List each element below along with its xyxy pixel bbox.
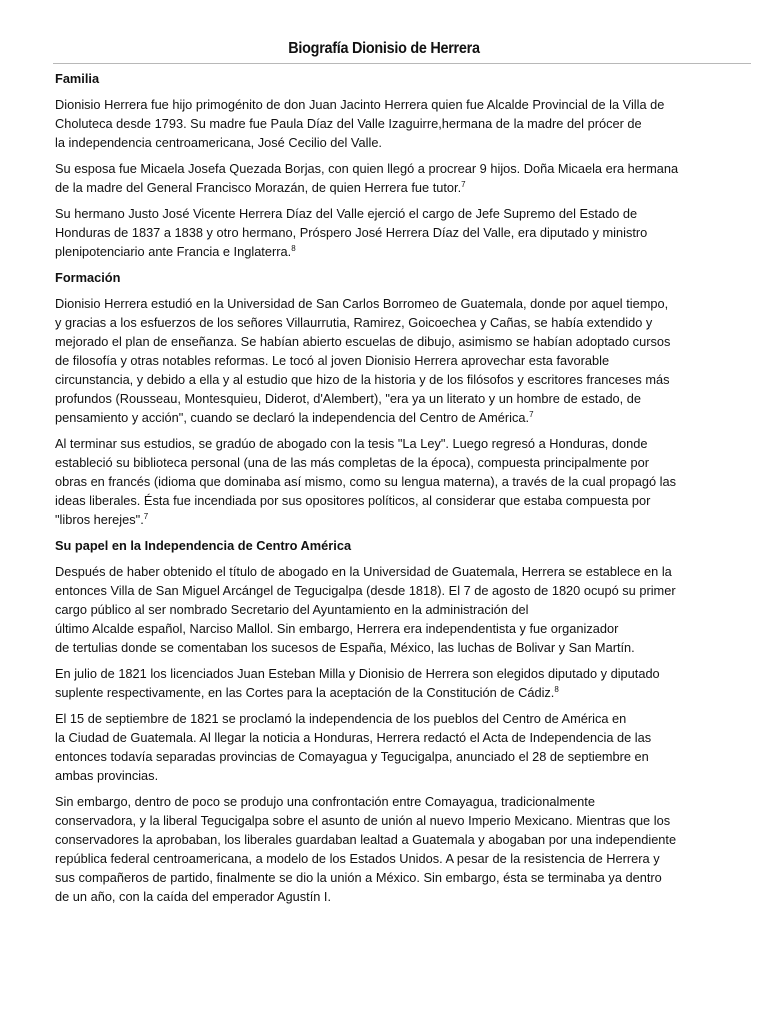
paragraph (55, 159, 717, 197)
text-line (55, 766, 717, 785)
text-line (55, 562, 717, 581)
line-text: Sin embargo, dentro de poco se produjo una confrontación entre Comayagua, tradicionalmente (55, 794, 595, 809)
text-line (55, 830, 717, 849)
paragraph (55, 664, 717, 702)
text-line (55, 204, 717, 223)
text-line (55, 600, 717, 619)
line-text: circunstancia, y debido a ella y al estudio que hizo de la historia y de los filósofos y escritores franceses más (55, 372, 670, 387)
line-text: Dionisio Herrera fue hijo primogénito de don Juan Jacinto Herrera quien fue Alcalde Provincial de la Villa de (55, 97, 665, 112)
text-line (55, 133, 717, 152)
text-line (55, 242, 717, 261)
line-text: Honduras de 1837 a 1838 y otro hermano, Próspero José Herrera Díaz del Valle, era diputado y ministro (55, 225, 648, 240)
line-text: "libros herejes". (55, 512, 144, 527)
text-line (55, 581, 717, 600)
text-line (55, 664, 717, 683)
line-text: de un año, con la caída del emperador Agustín I. (55, 889, 332, 904)
text-line (55, 792, 717, 811)
paragraph (55, 562, 717, 657)
footnote-reference[interactable]: 7 (529, 410, 534, 419)
line-text: república federal centroamericana, a modelo de los Estados Unidos. A pesar de la resistencia de Herrera y (55, 851, 660, 866)
line-text: Su hermano Justo José Vicente Herrera Díaz del Valle ejerció el cargo de Jefe Supremo del Estado de (55, 206, 638, 221)
line-text: mejorado el plan de enseñanza. Se habían abierto escuelas de dibujo, asimismo se habían adoptado cursos (55, 334, 671, 349)
line-text: conservadores la aprobaban, los liberales guardaban lealtad a Guatemala y abogaban por una independiente (55, 832, 677, 847)
line-text: Al terminar sus estudios, se gradúo de abogado con la tesis "La Ley". Luego regresó a Honduras, donde (55, 436, 648, 451)
text-line (55, 619, 717, 638)
text-line (55, 491, 717, 510)
text-line (55, 114, 717, 133)
line-text: de filosofía y otras notables reformas. Le tocó al joven Dionisio Herrera aprovechar esta favorable (55, 353, 610, 368)
line-text: estableció su biblioteca personal (una de las más completas de la época), compuesta principalmente por (55, 455, 649, 470)
text-line (55, 95, 717, 114)
text-line (55, 453, 717, 472)
text-line (55, 728, 717, 747)
text-line (55, 294, 717, 313)
text-line (55, 313, 717, 332)
line-text: último Alcalde español, Narciso Mallol. Sin embargo, Herrera era independentista y fue organizador (55, 621, 619, 636)
text-line (55, 389, 717, 408)
section-heading: Formación (55, 270, 121, 285)
line-text: y gracias a los esfuerzos de los señores Villaurrutia, Ramirez, Goicoechea y Cañas, se había extendido y (55, 315, 653, 330)
paragraph (55, 95, 717, 152)
title-underline (53, 63, 751, 64)
section-heading: Familia (55, 71, 100, 86)
footnote-reference[interactable]: 7 (143, 512, 149, 521)
paragraph (55, 709, 717, 785)
line-text: Su esposa fue Micaela Josefa Quezada Borjas, con quien llegó a procrear 9 hijos. Doña Micaela era hermana (55, 161, 679, 176)
text-line (55, 638, 717, 657)
line-text: suplente respectivamente, en las Cortes para la aceptación de la Constitución de Cádiz. (55, 685, 555, 700)
text-line (55, 472, 717, 491)
text-line (55, 178, 717, 197)
text-line (55, 868, 717, 887)
text-line (55, 408, 717, 427)
line-text: profundos (Rousseau, Montesquieu, Diderot, d'Alembert), "era ya un literato y un hombre de estado, de (55, 391, 642, 406)
section-heading: Su papel en la Independencia de Centro América (55, 538, 352, 553)
line-text: plenipotenciario ante Francia e Inglaterra. (55, 244, 292, 259)
text-line (55, 223, 717, 242)
text-line (55, 159, 717, 178)
paragraph (55, 204, 717, 261)
text-line (55, 510, 717, 529)
line-text: la Ciudad de Guatemala. Al llegar la noticia a Honduras, Herrera redactó el Acta de Independencia de las (55, 730, 652, 745)
document-title: Biografía Dionisio de Herrera (288, 40, 480, 57)
line-text: de la madre del General Francisco Morazán, de quien Herrera fue tutor. (55, 180, 462, 195)
line-text: En julio de 1821 los licenciados Juan Esteban Milla y Dionisio de Herrera son elegidos diputado y diputado (55, 666, 660, 681)
line-text: Después de haber obtenido el título de abogado en la Universidad de Guatemala, Herrera se establece en la (55, 564, 672, 579)
line-text: Choluteca desde 1793. Su madre fue Paula Díaz del Valle Izaguirre,hermana de la madre del prócer de (55, 116, 642, 131)
line-text: sus compañeros de partido, finalmente se dio la unión a México. Sin embargo, ésta se terminaba ya dentro (55, 870, 662, 885)
line-text: entonces Villa de San Miguel Arcángel de Tegucigalpa (desde 1818). El 7 de agosto de 1820 ocupó su primer (55, 583, 676, 598)
line-text: conservadora, y la liberal Tegucigalpa sobre el asunto de unión al nuevo Imperio Mexicano. Mientras que los (55, 813, 671, 828)
line-text: entonces todavía separadas provincias de Comayagua y Tegucigalpa, anunciado el 28 de septiembre en (55, 749, 649, 764)
footnote-reference[interactable]: 7 (461, 180, 466, 189)
line-text: de tertulias donde se comentaban los sucesos de España, México, las luchas de Bolivar y San Martín. (55, 640, 635, 655)
footnote-reference[interactable]: 8 (554, 685, 559, 694)
document-body (55, 69, 717, 913)
text-line (55, 709, 717, 728)
footnote-reference[interactable]: 8 (291, 244, 296, 253)
line-text: Dionisio Herrera estudió en la Universidad de San Carlos Borromeo de Guatemala, donde por aquel tiempo, (55, 296, 669, 311)
line-text: ambas provincias. (55, 768, 159, 783)
paragraph (55, 792, 717, 906)
text-line (55, 434, 717, 453)
paragraph (55, 434, 717, 529)
text-line (55, 849, 717, 868)
line-text: obras en francés (idioma que dominaba así mismo, como su lengua materna), a través de la cual propagó las (55, 474, 676, 489)
text-line (55, 370, 717, 389)
text-line (55, 747, 717, 766)
line-text: cargo público al ser nombrado Secretario del Ayuntamiento en la administración del (55, 602, 529, 617)
line-text: ideas liberales. Ésta fue incendiada por sus opositores políticos, al considerar que estaba compuesta por (55, 493, 651, 508)
line-text: El 15 de septiembre de 1821 se proclamó la independencia de los pueblos del Centro de América en (55, 711, 627, 726)
text-line (55, 683, 717, 702)
paragraph (55, 294, 717, 427)
line-text: la independencia centroamericana, José Cecilio del Valle. (55, 135, 382, 150)
line-text: pensamiento y acción", cuando se declaró la independencia del Centro de América. (55, 410, 530, 425)
text-line (55, 887, 717, 906)
text-line (55, 351, 717, 370)
text-line (55, 811, 717, 830)
text-line (55, 332, 717, 351)
